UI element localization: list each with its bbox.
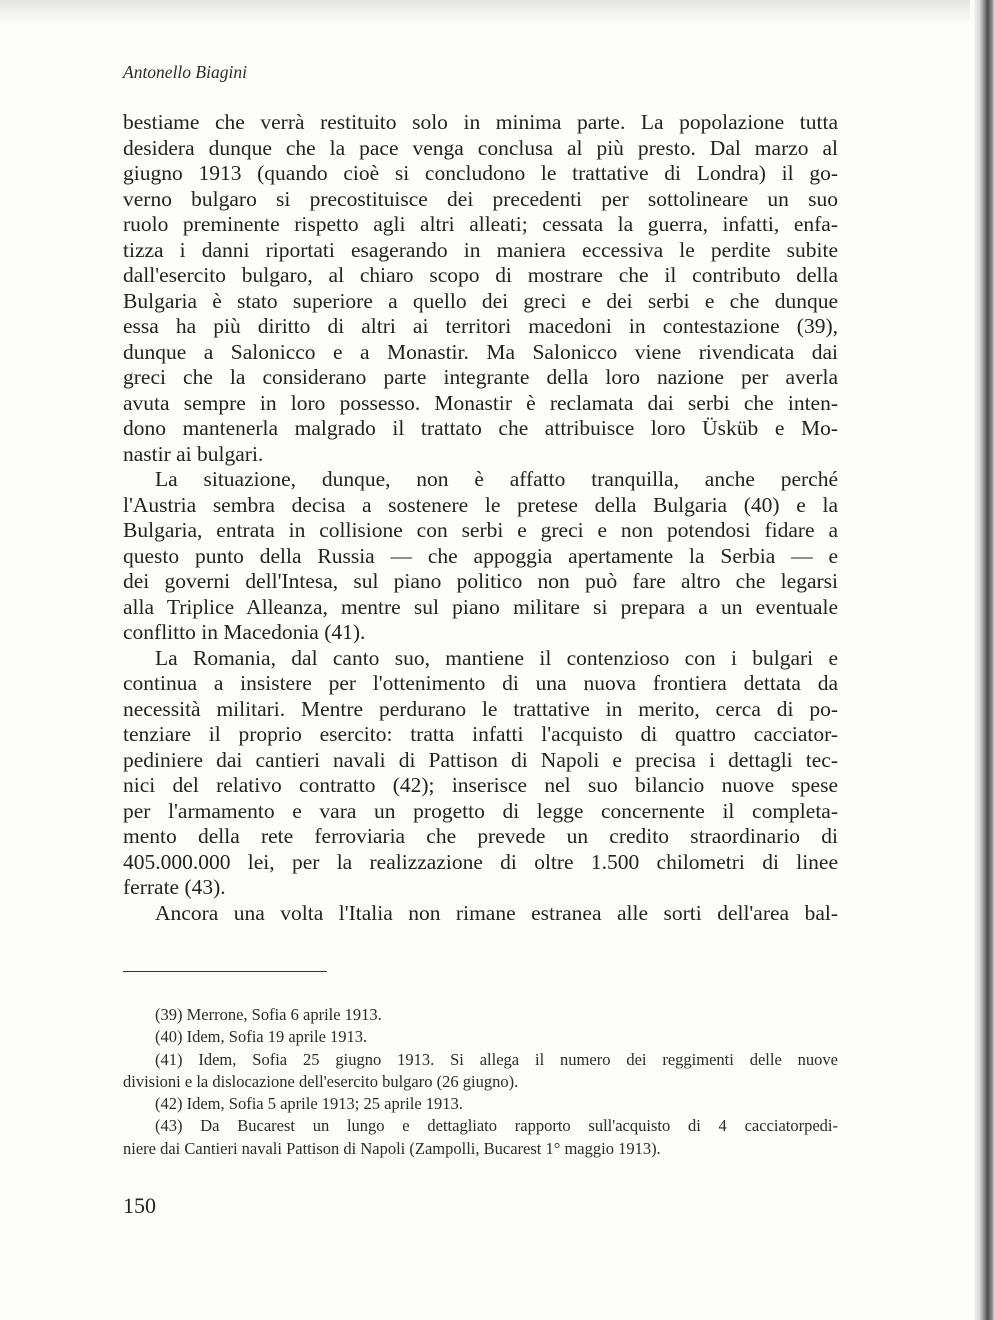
body-text-line: alla Triplice Alleanza, mentre sul piano militare si prepara a un eventuale [123,594,838,619]
body-text-line: l'Austria sembra decisa a sostenere le pretese della Bulgaria (40) e la [123,492,838,517]
body-text-line: dall'esercito bulgaro, al chiaro scopo di mostrare che il contributo della [123,263,838,287]
body-text-line: La Romania, dal canto suo, mantiene il contenzioso con i bulgari e [155,645,838,670]
body-text-line: per l'armamento e vara un progetto di legge concernente il completa- [123,798,838,823]
body-text-line: giugno 1913 (quando cioè si concludono le trattative di Londra) il go- [123,161,838,185]
body-text-line: tenziare il proprio esercito: tratta infatti l'acquisto di quattro cacciator- [123,722,838,746]
footnote-line: (39) Merrone, Sofia 6 aprile 1913. [155,1005,382,1024]
body-text-line: dono mantenerla malgrado il trattato che attribuisce loro Üsküb e Mo- [123,416,838,440]
body-text-line: essa ha più diritto di altri ai territori macedoni in contestazione (39), [123,314,838,338]
book-gutter-edge [974,0,995,1320]
body-text-line: avuta sempre in loro possesso. Monastir è reclamata dai serbi che inten- [123,390,838,415]
body-text-line: Bulgaria, entrata in collisione con serbi e greci e non potendosi fidare a [123,518,838,542]
body-text-line: nici del relativo contratto (42); inserisce nel suo bilancio nuove spese [123,773,838,797]
body-text-line: desidera dunque che la pace venga conclusa al più presto. Dal marzo al [123,135,838,160]
body-text-line: ruolo preminente rispetto agli altri alleati; cessata la guerra, infatti, enfa- [123,212,838,236]
body-text-line: greci che la considerano parte integrante della loro nazione per averla [123,365,838,389]
body-text-line: conflitto in Macedonia (41). [123,620,366,644]
footnote-line: niere dai Cantieri navali Pattison di Napoli (Zampolli, Bucarest 1° maggio 1913). [123,1138,661,1158]
running-head-author: Antonello Biagini [123,62,247,82]
body-text [123,110,838,926]
footnote-line: (43) Da Bucarest un lungo e dettagliato rapporto sull'acquisto di 4 cacciatorpedi- [155,1116,838,1136]
body-text-line: bestiame che verrà restituito solo in minima parte. La popolazione tutta [123,110,838,134]
footnote-line: (40) Idem, Sofia 19 aprile 1913. [155,1027,368,1047]
body-text-line: Ancora una volta l'Italia non rimane estranea alle sorti dell'area bal- [155,900,838,925]
body-text-line: verno bulgaro si precostituisce dei precedenti per sottolineare un suo [123,186,838,211]
body-text-line: 405.000.000 lei, per la realizzazione di oltre 1.500 chilometri di linee [123,849,838,874]
body-text-line: nastir ai bulgari. [123,441,264,466]
body-text-line: questo punto della Russia — che appoggia apertamente la Serbia — e [123,543,838,568]
body-text-line: tizza i danni riportati esagerando in maniera eccessiva le perdite subite [123,237,838,262]
footnote-line: (42) Idem, Sofia 5 aprile 1913; 25 aprile 1913. [155,1094,463,1114]
body-text-line: continua a insistere per l'ottenimento di una nuova frontiera dettata da [123,671,838,695]
body-text-line: dunque a Salonicco e a Monastir. Ma Salonicco viene rivendicata dai [123,339,838,364]
body-text-line: dei governi dell'Intesa, sul piano politico non può fare altro che legarsi [123,569,838,593]
body-text-line: Bulgaria è stato superiore a quello dei greci e dei serbi e che dunque [123,288,838,313]
footnote-separator-rule [123,971,327,972]
body-text-line: mento della rete ferroviaria che prevede un credito straordinario di [123,824,838,848]
body-text-line: ferrate (43). [123,875,226,899]
scan-top-shadow [0,0,970,24]
body-text-line: necessità militari. Mentre perdurano le trattative in merito, cerca di po- [123,696,838,721]
footnote-line: (41) Idem, Sofia 25 giugno 1913. Si allega il numero dei reggimenti delle nuove [155,1049,838,1069]
body-text-line: La situazione, dunque, non è affatto tranquilla, anche perché [155,467,838,491]
footnotes [123,1004,838,1160]
footnote-line: divisioni e la dislocazione dell'esercito bulgaro (26 giugno). [123,1071,519,1091]
page-number: 150 [123,1193,156,1218]
body-text-line: pediniere dai cantieri navali di Pattison di Napoli e precisa i dettagli tec- [123,747,838,772]
